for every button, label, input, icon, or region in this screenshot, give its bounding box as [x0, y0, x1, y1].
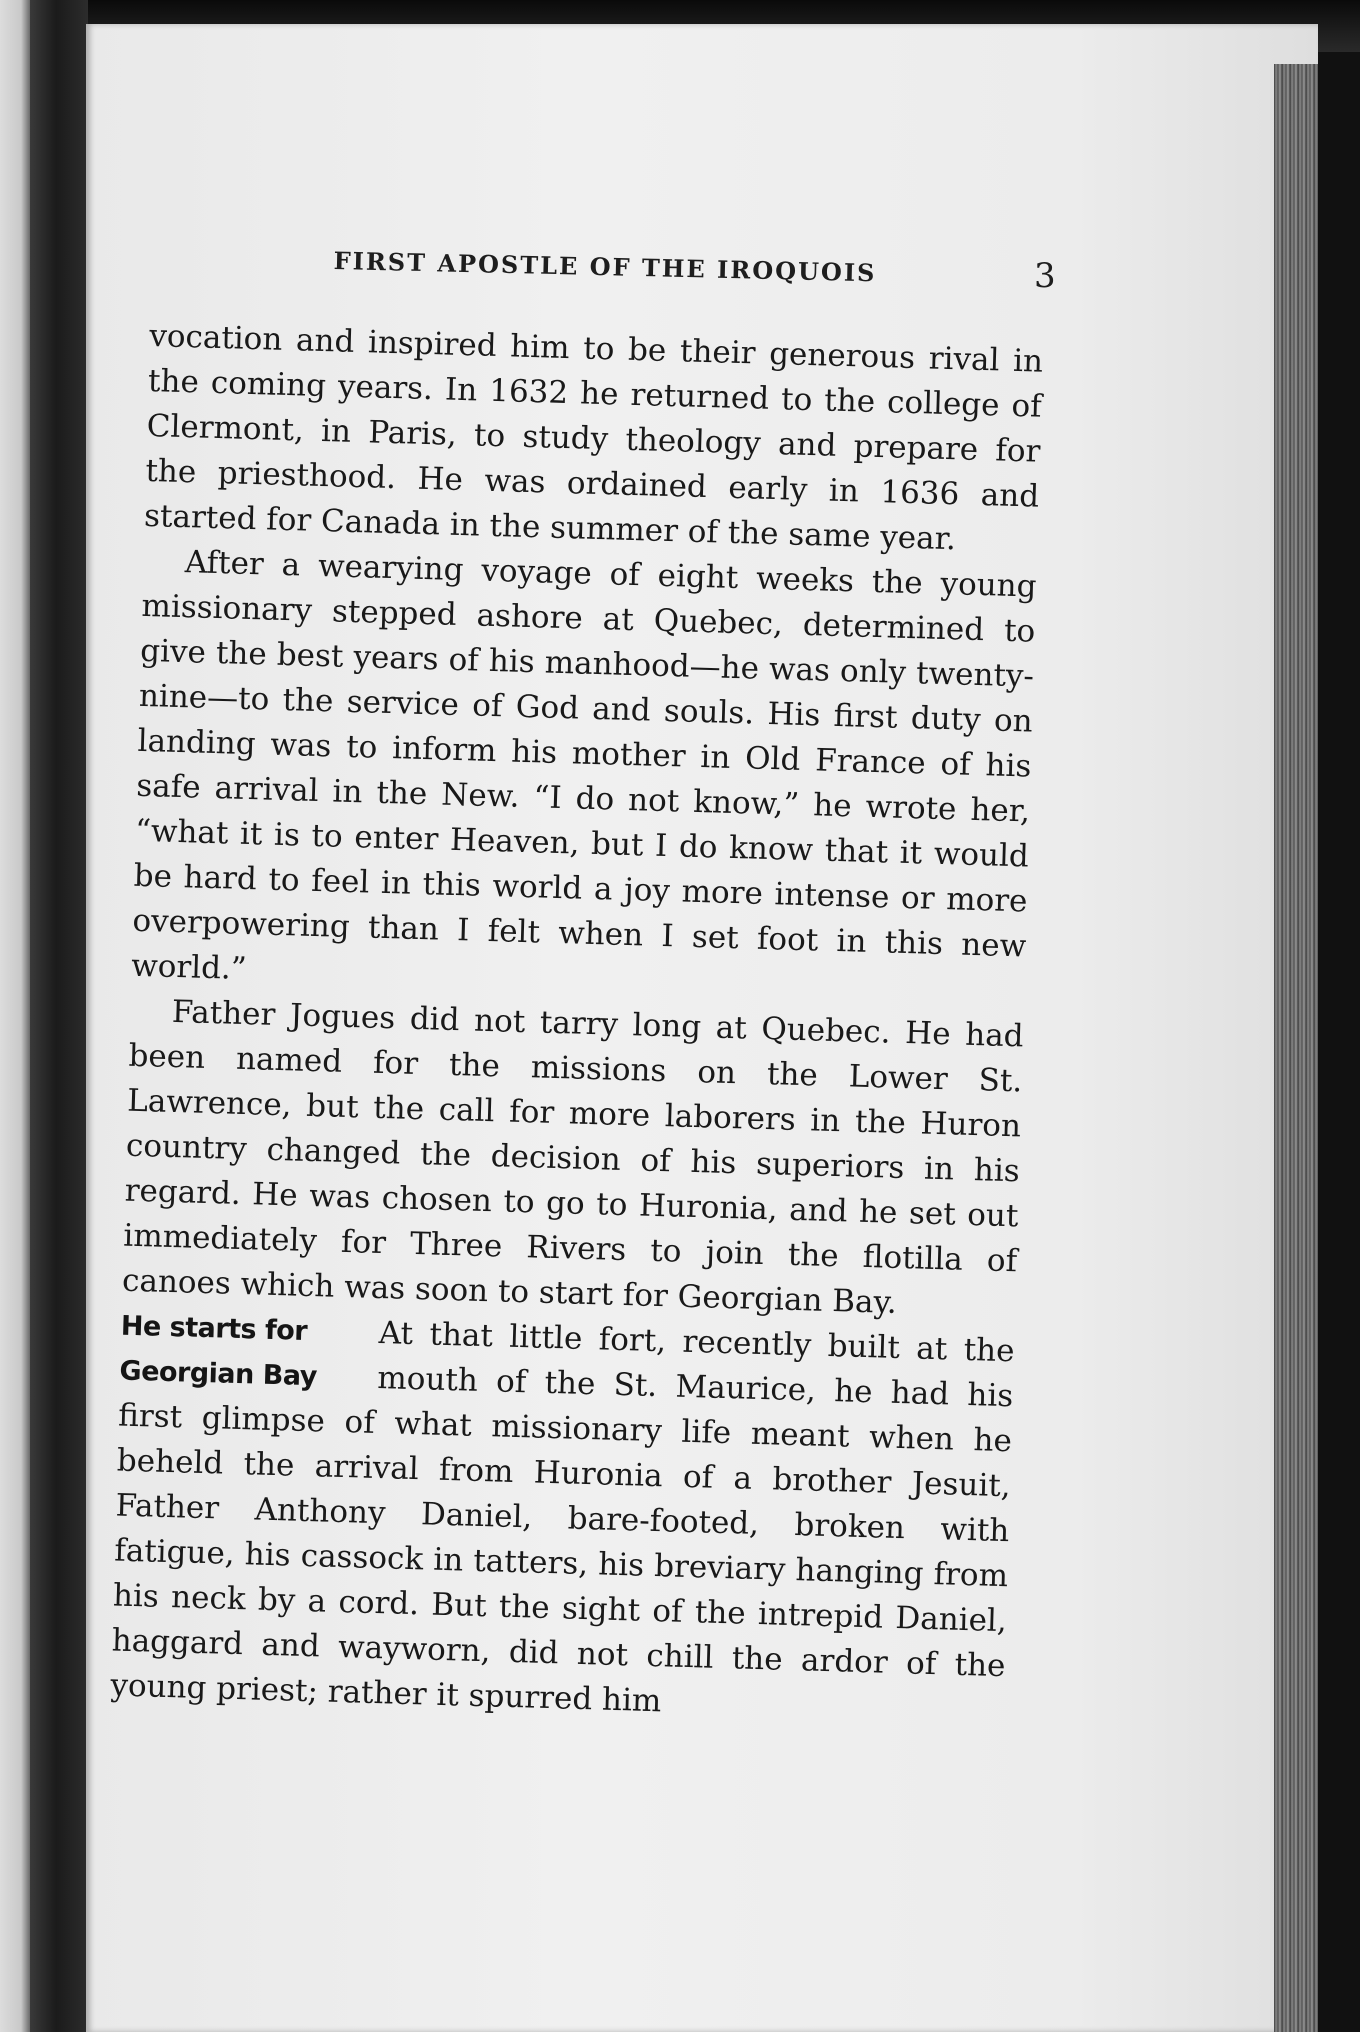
page-edges-stack: [1274, 64, 1318, 2032]
paragraph-3: Father Jogues did not tarry long at Quebec. He had been named for the missions on the Lower St. Lawrence, but the call for more laborers in the Huron country changed the decision of his superiors in his regard. He was chosen to go to Huronia, and he set out immediately for Three Rivers to join the flotilla of canoes which was soon to start for Georgian Bay.: [121, 993, 1025, 1321]
running-head: FIRST APOSTLE OF THE IROQUOIS: [333, 246, 877, 288]
paragraph-4: At that little fort, recently built at the mouth of the St. Maurice, he had his first glimpse of what missionary life meant when he beheld the arrival from Huronia of a brother Jesuit, Father Anthony Daniel, bare-footed, broken with fatigue, his cassock in tatters, his breviary hanging from his neck by a cord. But the sight of the intrepid Daniel, haggard and wayworn, did not chill the ardor of the young priest; rather it spurred him: [109, 1315, 1016, 1720]
facing-page-edge: [0, 0, 30, 2032]
paragraph-2: After a wearying voyage of eight weeks the young missionary stepped ashore at Quebec, determined to give the best years of his manhood—he was only twenty-nine—to the service of God and souls. His first duty on landing was to inform his mother in Old France of his safe arrival in the New. “I do not know,” he wrote her, “what it is to enter Heaven, but I do know that it would be hard to feel in this world a joy more intense or more overpowering than I felt when I set foot in this new world.”: [130, 544, 1038, 988]
sidenote-section: [110, 1304, 1015, 1735]
book-gutter: [30, 0, 88, 2032]
side-heading-line-1: He starts for: [120, 1310, 308, 1347]
side-heading: [119, 1304, 361, 1401]
page-number: 3: [1034, 256, 1056, 296]
side-heading-line-2: Georgian Bay: [119, 1355, 318, 1393]
body-text: [110, 314, 1044, 1734]
paragraph-1: vocation and inspired him to be their generous rival in the coming years. In 1632 he returned to the college of Clermont, in Paris, to study theology and prepare for the priesthood. He was ordained early in 1636 and started for Canada in the summer of the same year.: [143, 317, 1044, 558]
